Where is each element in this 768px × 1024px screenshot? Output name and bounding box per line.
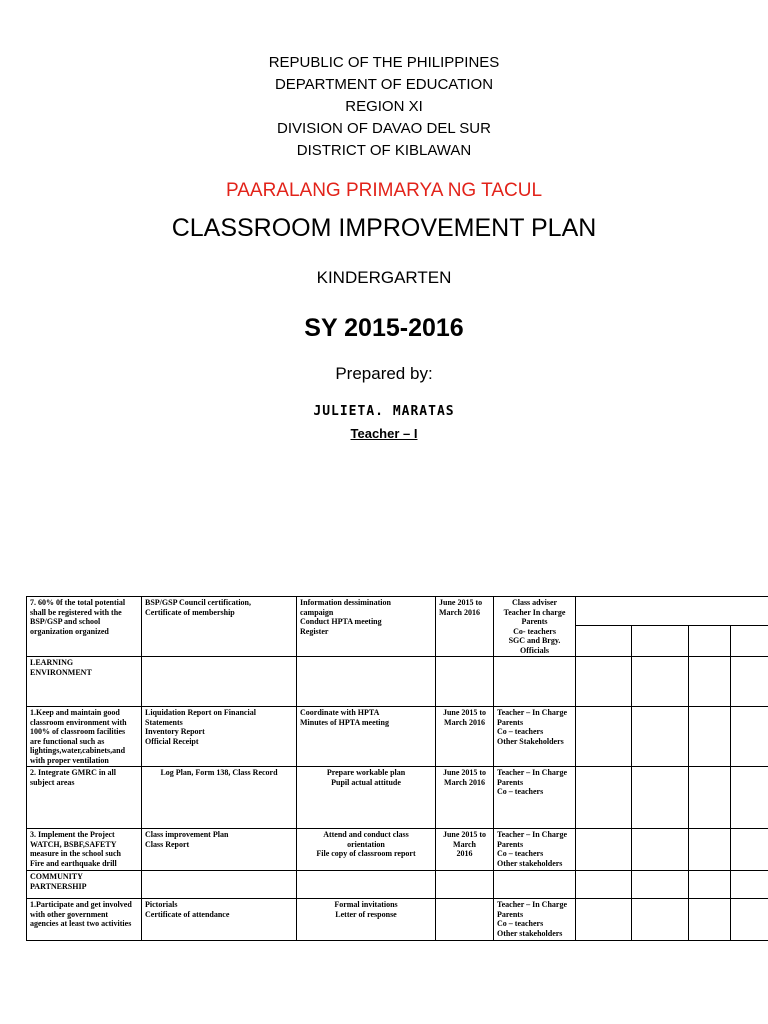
timeline-cell: June 2015 to March 2016 (436, 829, 494, 871)
district-line: DISTRICT OF KIBLAWAN (296, 142, 472, 159)
persons-cell: Teacher – In Charge Parents Co – teachers Other stakeholders (494, 829, 576, 871)
republic-line: REPUBLIC OF THE PHILIPPINES (268, 54, 500, 71)
mov-cell: Pictorials Certificate of attendance (142, 899, 297, 941)
blank-cell (632, 657, 689, 707)
blank-cell (576, 707, 632, 767)
document-title: CLASSROOM IMPROVEMENT PLAN (171, 214, 597, 242)
header-block (0, 52, 768, 162)
prepared-by-label: Prepared by: (335, 364, 433, 383)
persons-cell: Class adviser Teacher In charge Parents Co- teachers SGC and Brgy. Officials (494, 597, 576, 657)
blank-cell (731, 871, 768, 899)
blank-cell (731, 899, 768, 941)
blank-cell (494, 657, 576, 707)
blank-cell (632, 707, 689, 767)
blank-cell (436, 657, 494, 707)
blank-cell (632, 625, 689, 656)
blank-cell (731, 829, 768, 871)
timeline-cell: June 2015 to March 2016 (436, 767, 494, 829)
timeline-cell: June 2015 to March 2016 (436, 597, 494, 657)
persons-cell: Teacher – In Charge Parents Co – teachers (494, 767, 576, 829)
table-row (27, 597, 768, 626)
mov-cell: Class improvement Plan Class Report (142, 829, 297, 871)
activities-cell: Attend and conduct class orientation File copy of classroom report (297, 829, 436, 871)
mov-cell: Log Plan, Form 138, Class Record (142, 767, 297, 829)
grade-level: KINDERGARTEN (316, 268, 452, 287)
table-row (27, 899, 768, 941)
blank-cell (731, 707, 768, 767)
blank-cell (576, 597, 768, 626)
section-label: COMMUNITY PARTNERSHIP (27, 871, 142, 899)
blank-cell (689, 625, 731, 656)
blank-cell (576, 871, 632, 899)
section-row (27, 657, 768, 707)
table-row (27, 707, 768, 767)
division-line: DIVISION OF DAVAO DEL SUR (277, 120, 491, 137)
blank-cell (297, 871, 436, 899)
activities-cell: Prepare workable plan Pupil actual attitude (297, 767, 436, 829)
department-line: DEPARTMENT OF EDUCATION (274, 76, 494, 93)
activities-cell: Formal invitations Letter of response (297, 899, 436, 941)
blank-cell (142, 871, 297, 899)
blank-cell (731, 767, 768, 829)
section-label: LEARNING ENVIRONMENT (27, 657, 142, 707)
persons-cell: Teacher – In Charge Parents Co – teachers Other Stakeholders (494, 707, 576, 767)
preparer-name: JULIETA. MARATAS (313, 404, 455, 419)
school-year: SY 2015-2016 (304, 314, 464, 342)
objective-cell: 7. 60% 0f the total potential shall be registered with the BSP/GSP and school organization organized (27, 597, 142, 657)
timeline-cell (436, 899, 494, 941)
blank-cell (689, 829, 731, 871)
mov-cell: Liquidation Report on Financial Statements Inventory Report Official Receipt (142, 707, 297, 767)
blank-cell (576, 829, 632, 871)
blank-cell (689, 767, 731, 829)
section-row (27, 871, 768, 899)
timeline-cell: June 2015 to March 2016 (436, 707, 494, 767)
blank-cell (731, 657, 768, 707)
blank-cell (576, 767, 632, 829)
activities-cell: Information dessimination campaign Conduct HPTA meeting Register (297, 597, 436, 657)
objective-cell: 1.Keep and maintain good classroom environment with 100% of classroom facilities are functional such as lightings,water,cabinets,and with proper ventilation (27, 707, 142, 767)
blank-cell (632, 871, 689, 899)
blank-cell (689, 871, 731, 899)
blank-cell (576, 899, 632, 941)
objective-cell: 3. Implement the Project WATCH, BSBF,SAFETY measure in the school such Fire and earthquake drill (27, 829, 142, 871)
mov-cell: BSP/GSP Council certification, Certificate of membership (142, 597, 297, 657)
region-line: REGION XI (345, 98, 423, 115)
blank-cell (436, 871, 494, 899)
activities-cell: Coordinate with HPTA Minutes of HPTA meeting (297, 707, 436, 767)
blank-cell (142, 657, 297, 707)
blank-cell (632, 829, 689, 871)
blank-cell (731, 625, 768, 656)
blank-cell (576, 625, 632, 656)
blank-cell (297, 657, 436, 707)
blank-cell (632, 899, 689, 941)
table-row (27, 767, 768, 829)
school-name: PAARALANG PRIMARYA NG TACUL (225, 180, 543, 201)
table-row (27, 829, 768, 871)
blank-cell (632, 767, 689, 829)
persons-cell: Teacher – In Charge Parents Co – teachers Other stakeholders (494, 899, 576, 941)
blank-cell (689, 707, 731, 767)
improvement-plan-table (26, 596, 768, 941)
objective-cell: 1.Participate and get involved with other government agencies at least two activities (27, 899, 142, 941)
blank-cell (689, 899, 731, 941)
objective-cell: 2. Integrate GMRC in all subject areas (27, 767, 142, 829)
blank-cell (576, 657, 632, 707)
preparer-role: Teacher – I (350, 426, 418, 441)
blank-cell (689, 657, 731, 707)
blank-cell (494, 871, 576, 899)
